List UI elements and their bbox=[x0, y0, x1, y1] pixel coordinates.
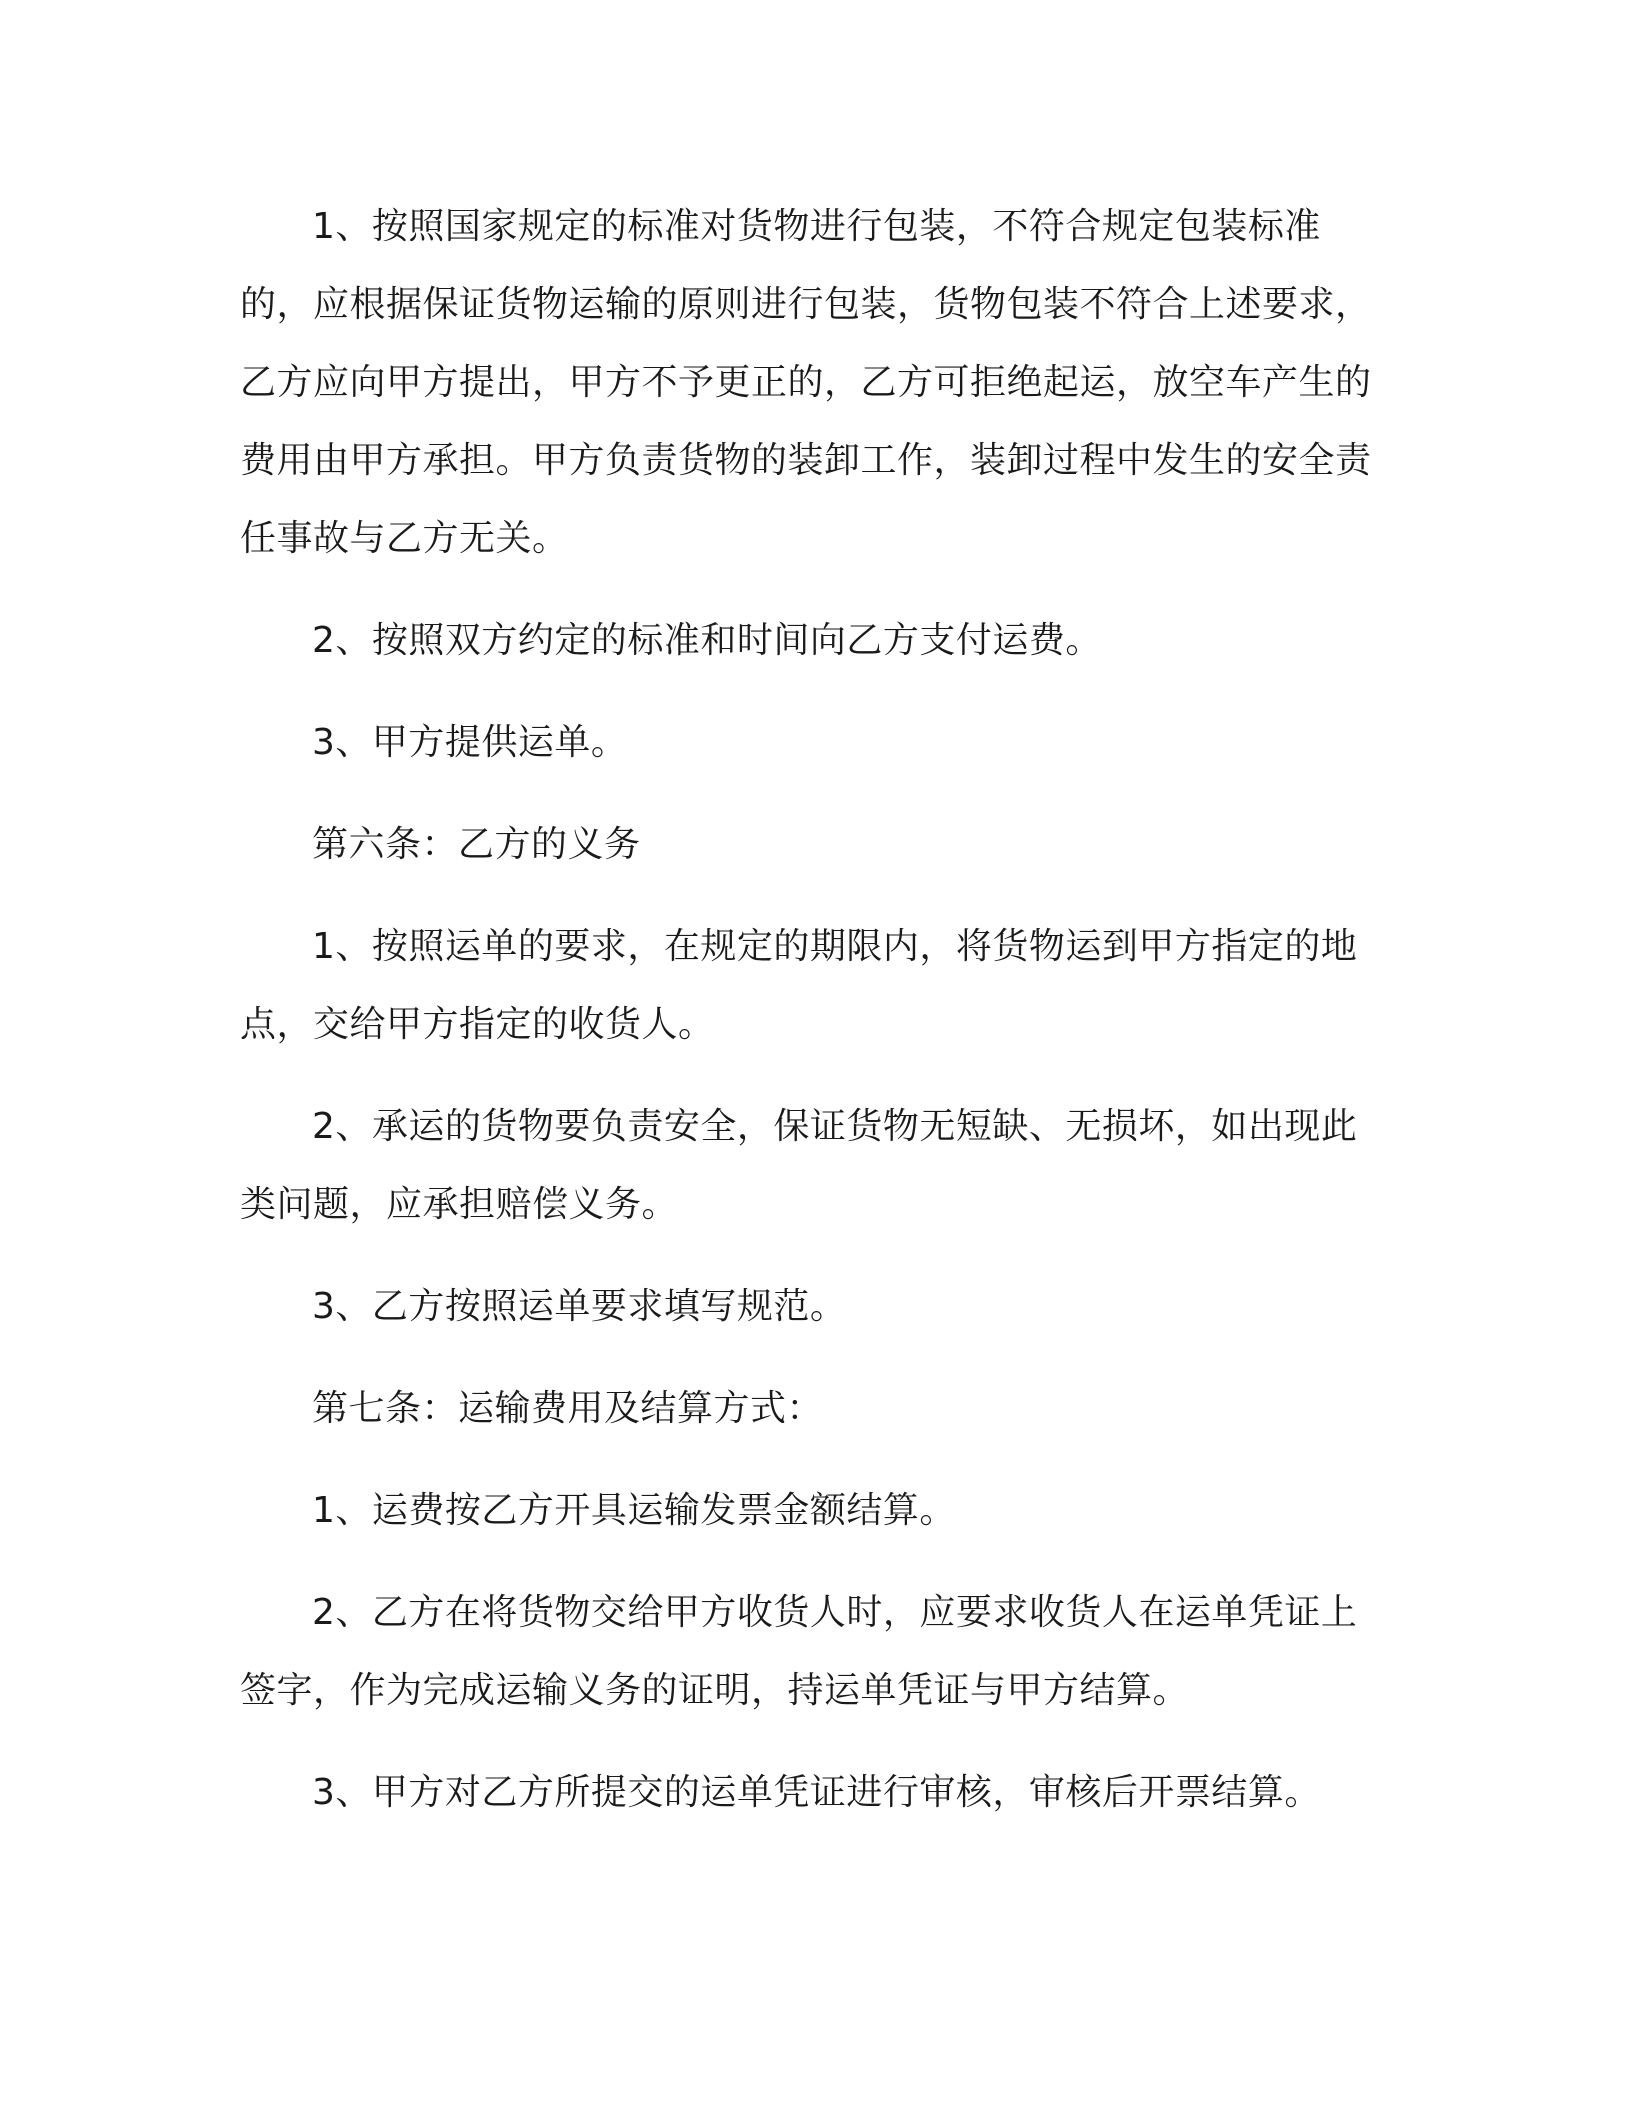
paragraph-clause-6-item-3: 3、乙方按照运单要求填写规范。 bbox=[312, 1286, 847, 1327]
paragraph-clause-7-item-1: 1、运费按乙方开具运输发票金额结算。 bbox=[312, 1490, 956, 1531]
paragraph-clause-7-item-3: 3、甲方对乙方所提交的运单凭证进行审核，审核后开票结算。 bbox=[312, 1772, 1321, 1813]
paragraph-clause-6-item-1: 1、按照运单的要求，在规定的期限内，将货物运到甲方指定的地点，交给甲方指定的收货人。 bbox=[240, 926, 1358, 1045]
paragraph-clause-7-item-2: 2、乙方在将货物交给甲方收货人时，应要求收货人在运单凭证上签字，作为完成运输义务的证明，持运单凭证与甲方结算。 bbox=[240, 1592, 1358, 1711]
section-heading-article-7: 第七条：运输费用及结算方式： bbox=[312, 1388, 824, 1429]
document-page bbox=[240, 188, 1380, 1832]
paragraph-clause-5-item-3: 3、甲方提供运单。 bbox=[312, 722, 628, 763]
paragraph-clause-5-item-1: 1、按照国家规定的标准对货物进行包装，不符合规定包装标准的，应根据保证货物运输的原则进行包装，货物包装不符合上述要求，乙方应向甲方提出，甲方不予更正的，乙方可拒绝起运，放空车产生的费用由甲方承担。甲方负责货物的装卸工作，装卸过程中发生的安全责任事故与乙方无关。 bbox=[240, 206, 1372, 559]
paragraph-clause-5-item-2: 2、按照双方约定的标准和时间向乙方支付运费。 bbox=[312, 620, 1102, 661]
paragraph-clause-6-item-2: 2、承运的货物要负责安全，保证货物无短缺、无损坏，如出现此类问题，应承担赔偿义务。 bbox=[240, 1106, 1358, 1225]
section-heading-article-6: 第六条：乙方的义务 bbox=[312, 824, 641, 865]
